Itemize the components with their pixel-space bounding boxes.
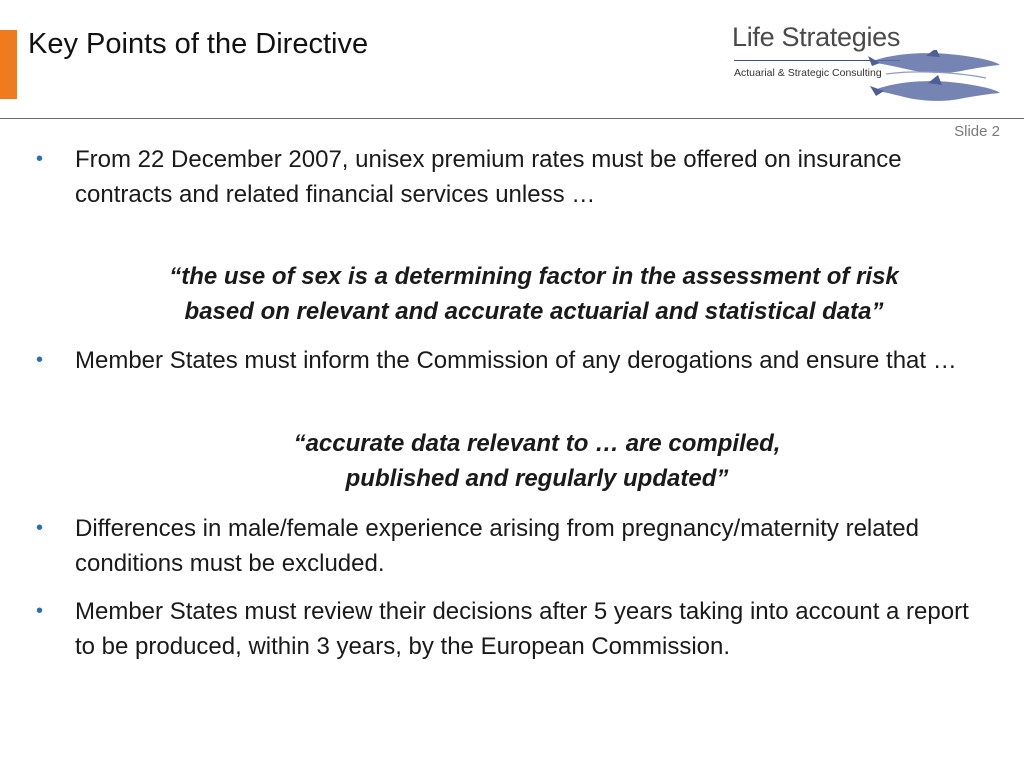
quote-line: published and regularly updated” — [345, 465, 729, 492]
logo-name: Life Strategies — [732, 22, 901, 52]
slide-number: Slide 2 — [954, 123, 1000, 140]
bullet-text: Differences in male/female experience arising from pregnancy/maternity related conditions must be excluded. — [75, 515, 919, 577]
bullet-icon: • — [36, 517, 44, 539]
page-title: Key Points of the Directive — [28, 28, 369, 60]
bullet-text: From 22 December 2007, unisex premium rates must be offered on insurance contracts and related financial services unless … — [75, 146, 902, 208]
directive-quote — [100, 426, 974, 496]
quote-line: based on relevant and accurate actuarial and statistical data” — [184, 298, 884, 325]
quote-line: “accurate data relevant to … are compiled, — [293, 430, 781, 457]
title-accent-bar — [0, 30, 17, 99]
bullet-text: Member States must inform the Commission of any derogations and ensure that … — [75, 347, 957, 374]
directive-quote — [64, 259, 1004, 329]
company-logo — [732, 22, 1002, 114]
header-divider — [0, 118, 1024, 119]
quote-line: “the use of sex is a determining factor in the assessment of risk — [169, 263, 899, 290]
bullet-icon: • — [36, 148, 44, 170]
dolphins-icon — [866, 50, 1002, 112]
bullet-text: Member States must review their decisions after 5 years taking into account a report to be produced, within 3 years, by the European Commission. — [75, 598, 969, 660]
bullet-icon: • — [36, 349, 44, 371]
bullet-icon: • — [36, 600, 44, 622]
logo-tagline: Actuarial & Strategic Consulting — [734, 67, 882, 79]
